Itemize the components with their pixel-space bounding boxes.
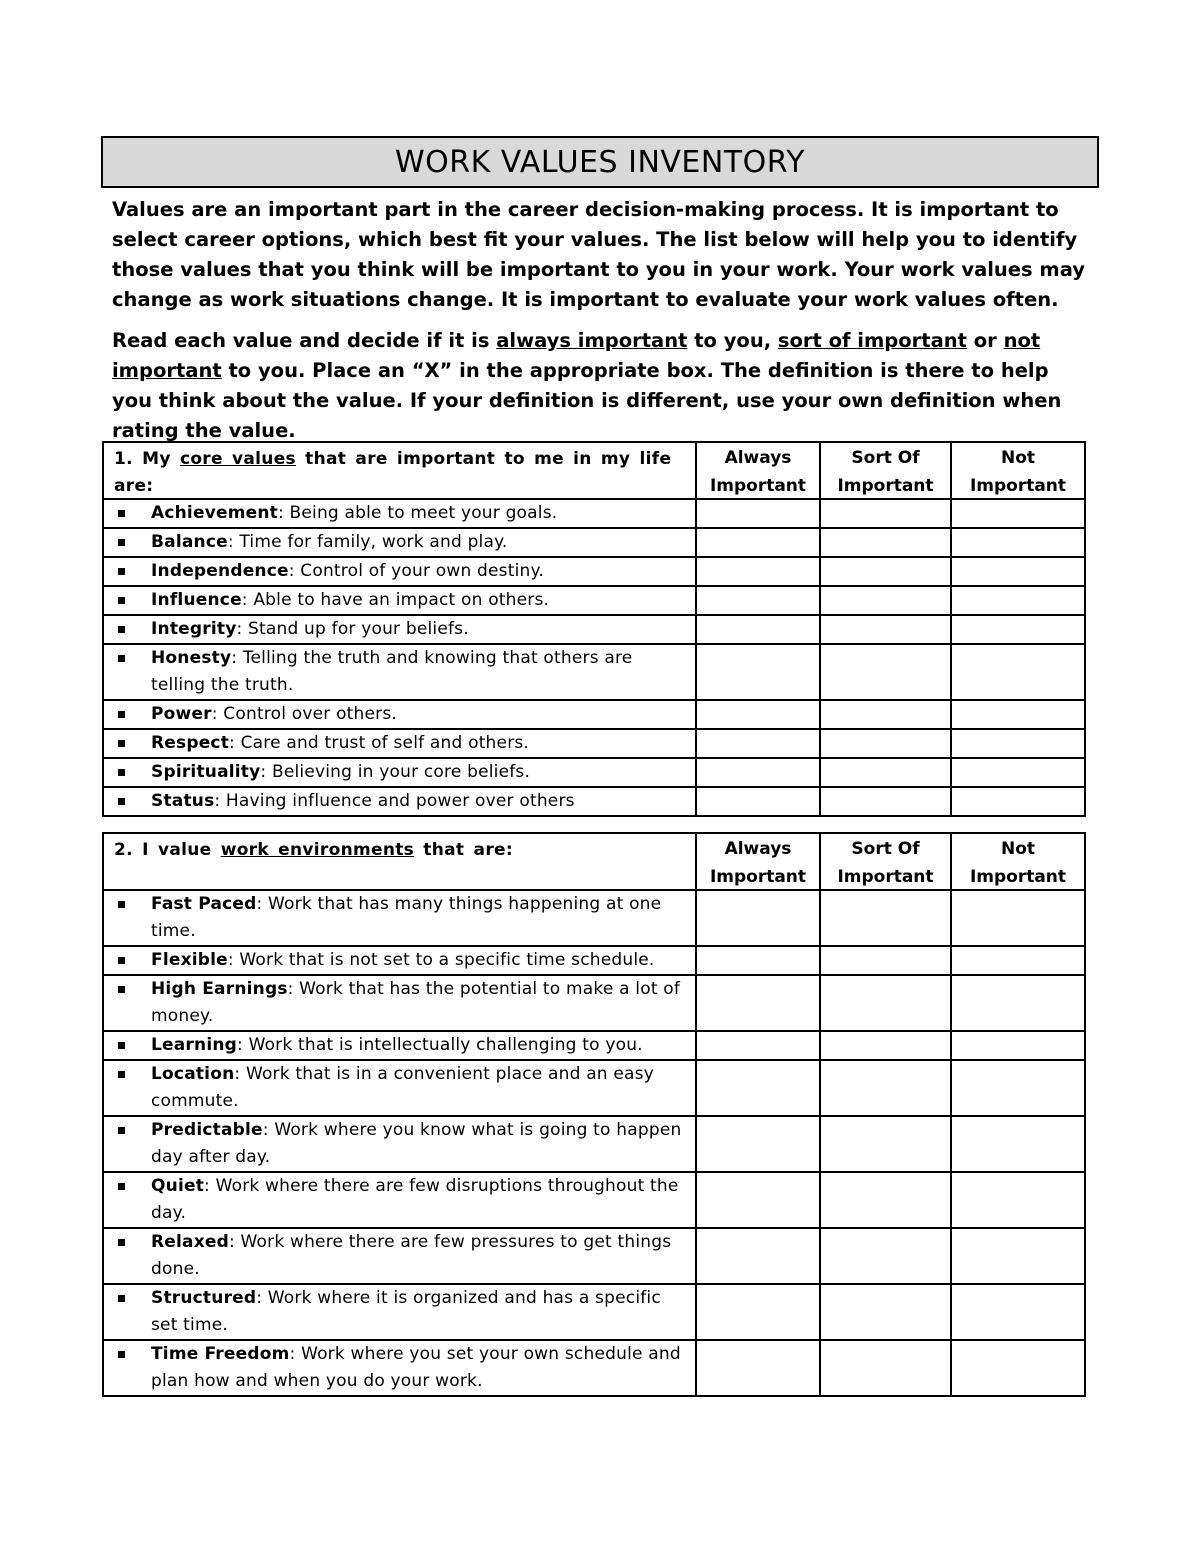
- always-important-box[interactable]: [696, 1284, 820, 1340]
- question-prefix: 1. My: [114, 449, 180, 469]
- list-item: [104, 500, 695, 527]
- value-definition: : Work that has the potential to make a lot of money.: [151, 979, 681, 1026]
- list-item: [104, 891, 695, 945]
- value-term: Learning: [151, 1035, 238, 1055]
- column-always-important: [696, 442, 820, 499]
- value-definition: : Stand up for your beliefs.: [236, 619, 469, 639]
- sort-of-important-box[interactable]: [820, 1116, 951, 1172]
- value-term: Predictable: [151, 1120, 263, 1140]
- table-header-row: [103, 442, 1085, 499]
- value-term: Time Freedom: [151, 1344, 290, 1364]
- list-item: [104, 1032, 695, 1059]
- list-item: [104, 788, 695, 815]
- not-important-box[interactable]: [951, 1284, 1085, 1340]
- table-header-row: [103, 833, 1085, 890]
- value-definition-cell: [103, 1116, 696, 1172]
- sort-of-important-box[interactable]: [820, 700, 951, 729]
- value-definition-cell: [103, 1284, 696, 1340]
- underlined-not-important: not important: [112, 329, 1041, 382]
- bullet-icon: [118, 1239, 125, 1246]
- not-important-box[interactable]: [951, 1172, 1085, 1228]
- bullet-icon: [118, 1183, 125, 1190]
- bullet-icon: [118, 1042, 125, 1049]
- value-definition-cell: [103, 975, 696, 1031]
- underlined-sort-of-important: sort of important: [777, 329, 967, 352]
- sort-of-important-box[interactable]: [820, 1340, 951, 1396]
- not-important-box[interactable]: [951, 946, 1085, 975]
- table-row: [103, 1284, 1085, 1340]
- column-label-line1: Always: [724, 448, 792, 468]
- value-definition: : Work where there are few disruptions throughout the day.: [151, 1176, 679, 1223]
- table-row: [103, 528, 1085, 557]
- bullet-icon: [118, 1295, 125, 1302]
- value-definition-cell: [103, 787, 696, 816]
- table-row: [103, 1060, 1085, 1116]
- column-label-line1: Always: [724, 839, 792, 859]
- table-row: [103, 975, 1085, 1031]
- bullet-icon: [118, 798, 125, 805]
- sort-of-important-box[interactable]: [820, 1031, 951, 1060]
- column-always-important: [696, 833, 820, 890]
- value-definition-cell: [103, 1060, 696, 1116]
- bullet-icon: [118, 957, 125, 964]
- value-term: Power: [151, 704, 212, 724]
- always-important-box[interactable]: [696, 1340, 820, 1396]
- value-definition-cell: [103, 1228, 696, 1284]
- bullet-icon: [118, 626, 125, 633]
- not-important-box[interactable]: [951, 700, 1085, 729]
- column-not-important: [951, 833, 1085, 890]
- section-question: [103, 833, 696, 890]
- core-values-table: [102, 441, 1086, 817]
- value-definition: : Control of your own destiny.: [288, 561, 544, 581]
- table-row: [103, 1172, 1085, 1228]
- bullet-icon: [118, 1351, 125, 1358]
- not-important-box[interactable]: [951, 975, 1085, 1031]
- value-definition: : Time for family, work and play.: [227, 532, 508, 552]
- value-definition: : Work that is not set to a specific time schedule.: [227, 950, 655, 970]
- value-definition: : Work that is in a convenient place and an easy commute.: [151, 1064, 654, 1111]
- sort-of-important-box[interactable]: [820, 499, 951, 528]
- always-important-box[interactable]: [696, 499, 820, 528]
- table-row: [103, 1228, 1085, 1284]
- list-item: [104, 1117, 695, 1171]
- value-term: Quiet: [151, 1176, 205, 1196]
- always-important-box[interactable]: [696, 586, 820, 615]
- column-label-line2: Important: [709, 476, 807, 496]
- section-question: [103, 442, 696, 499]
- value-term: Fast Paced: [151, 894, 257, 914]
- column-sort-of-important: [820, 833, 951, 890]
- not-important-box[interactable]: [951, 644, 1085, 700]
- value-definition-cell: [103, 946, 696, 975]
- value-definition-cell: [103, 644, 696, 700]
- sort-of-important-box[interactable]: [820, 787, 951, 816]
- sort-of-important-box[interactable]: [820, 557, 951, 586]
- always-important-box[interactable]: [696, 644, 820, 700]
- value-term: Status: [151, 791, 215, 811]
- table-row: [103, 729, 1085, 758]
- page-title: WORK VALUES INVENTORY: [101, 136, 1099, 188]
- question-suffix: that are important to me in my life are:: [114, 449, 672, 496]
- not-important-box[interactable]: [951, 729, 1085, 758]
- always-important-box[interactable]: [696, 729, 820, 758]
- not-important-box[interactable]: [951, 1340, 1085, 1396]
- bullet-icon: [118, 539, 125, 546]
- sort-of-important-box[interactable]: [820, 890, 951, 946]
- list-item: [104, 558, 695, 585]
- value-term: Independence: [151, 561, 289, 581]
- list-item: [104, 645, 695, 699]
- value-definition: : Believing in your core beliefs.: [260, 762, 531, 782]
- intro-text-2a: Read each value and decide if it is: [112, 329, 497, 352]
- bullet-icon: [118, 568, 125, 575]
- column-label-line2: Important: [969, 476, 1067, 496]
- value-term: Influence: [151, 590, 242, 610]
- always-important-box[interactable]: [696, 615, 820, 644]
- column-label-line1: Not: [1000, 448, 1036, 468]
- bullet-icon: [118, 740, 125, 747]
- value-definition: : Telling the truth and knowing that others are telling the truth.: [151, 648, 633, 695]
- sort-of-important-box[interactable]: [820, 946, 951, 975]
- sort-of-important-box[interactable]: [820, 729, 951, 758]
- value-definition-cell: [103, 1340, 696, 1396]
- bullet-icon: [118, 1127, 125, 1134]
- list-item: [104, 616, 695, 643]
- always-important-box[interactable]: [696, 787, 820, 816]
- value-definition: : Care and trust of self and others.: [229, 733, 530, 753]
- value-term: Location: [151, 1064, 235, 1084]
- column-not-important: [951, 442, 1085, 499]
- list-item: [104, 1173, 695, 1227]
- column-label-line2: Important: [969, 867, 1067, 887]
- value-definition: : Work where you know what is going to happen day after day.: [151, 1120, 682, 1167]
- sort-of-important-box[interactable]: [820, 975, 951, 1031]
- not-important-box[interactable]: [951, 890, 1085, 946]
- value-definition-cell: [103, 586, 696, 615]
- value-term: Respect: [151, 733, 230, 753]
- list-item: [104, 759, 695, 786]
- value-term: Integrity: [151, 619, 237, 639]
- list-item: [104, 587, 695, 614]
- table-row: [103, 1031, 1085, 1060]
- not-important-box[interactable]: [951, 557, 1085, 586]
- always-important-box[interactable]: [696, 1172, 820, 1228]
- intro-text-2c: or: [966, 329, 1004, 352]
- always-important-box[interactable]: [696, 890, 820, 946]
- column-label-line2: Important: [709, 867, 807, 887]
- list-item: [104, 976, 695, 1030]
- sort-of-important-box[interactable]: [820, 615, 951, 644]
- not-important-box[interactable]: [951, 615, 1085, 644]
- list-item: [104, 701, 695, 728]
- intro-text-2: [112, 326, 1087, 446]
- not-important-box[interactable]: [951, 758, 1085, 787]
- value-definition-cell: [103, 890, 696, 946]
- always-important-box[interactable]: [696, 557, 820, 586]
- list-item: [104, 1285, 695, 1339]
- value-definition-cell: [103, 499, 696, 528]
- value-term: Honesty: [151, 648, 232, 668]
- table-row: [103, 644, 1085, 700]
- sort-of-important-box[interactable]: [820, 758, 951, 787]
- table-row: [103, 787, 1085, 816]
- sort-of-important-box[interactable]: [820, 1060, 951, 1116]
- value-definition: : Being able to meet your goals.: [277, 503, 558, 523]
- value-definition: : Able to have an impact on others.: [241, 590, 550, 610]
- value-definition: : Work where you set your own schedule and plan how and when you do your work.: [151, 1344, 681, 1391]
- value-definition: : Work that is intellectually challenging to you.: [237, 1035, 643, 1055]
- value-definition-cell: [103, 700, 696, 729]
- bullet-icon: [118, 510, 125, 517]
- value-term: Structured: [151, 1288, 257, 1308]
- intro-paragraph-2: [112, 326, 1087, 446]
- table-row: [103, 557, 1085, 586]
- not-important-box[interactable]: [951, 1228, 1085, 1284]
- value-definition: : Work that has many things happening at one time.: [151, 894, 662, 941]
- intro-text-2b: to you,: [687, 329, 778, 352]
- table-row: [103, 946, 1085, 975]
- question-underlined: core values: [179, 449, 296, 469]
- question-underlined: work environments: [220, 840, 415, 860]
- always-important-box[interactable]: [696, 528, 820, 557]
- value-definition: : Work where there are few pressures to get things done.: [151, 1232, 672, 1279]
- not-important-box[interactable]: [951, 1116, 1085, 1172]
- always-important-box[interactable]: [696, 758, 820, 787]
- value-definition-cell: [103, 1031, 696, 1060]
- bullet-icon: [118, 711, 125, 718]
- list-item: [104, 529, 695, 556]
- not-important-box[interactable]: [951, 787, 1085, 816]
- list-item: [104, 1229, 695, 1283]
- list-item: [104, 1061, 695, 1115]
- value-definition-cell: [103, 758, 696, 787]
- sort-of-important-box[interactable]: [820, 1172, 951, 1228]
- bullet-icon: [118, 986, 125, 993]
- value-definition: : Control over others.: [211, 704, 398, 724]
- value-definition-cell: [103, 615, 696, 644]
- intro-paragraph-1: [112, 195, 1087, 315]
- sort-of-important-box[interactable]: [820, 1228, 951, 1284]
- always-important-box[interactable]: [696, 1228, 820, 1284]
- intro-text-1: Values are an important part in the career decision-making process. It is important to select career options, which best fit your values. The list below will help you to identify those values that you think will be important to you in your work. Your work values may change as work situations change. It is important to evaluate your work values often.: [112, 198, 1086, 311]
- column-label-line1: Sort Of: [851, 839, 920, 859]
- value-definition: : Work where it is organized and has a specific set time.: [151, 1288, 661, 1335]
- column-label-line2: Important: [837, 867, 934, 887]
- always-important-box[interactable]: [696, 946, 820, 975]
- question-prefix: 2. I value: [114, 840, 221, 860]
- value-term: Balance: [151, 532, 228, 552]
- sort-of-important-box[interactable]: [820, 586, 951, 615]
- table-row: [103, 615, 1085, 644]
- sort-of-important-box[interactable]: [820, 644, 951, 700]
- underlined-always-important: always important: [496, 329, 688, 352]
- value-definition: : Having influence and power over others: [214, 791, 575, 811]
- always-important-box[interactable]: [696, 700, 820, 729]
- table-row: [103, 758, 1085, 787]
- not-important-box[interactable]: [951, 1031, 1085, 1060]
- work-environments-table: [102, 832, 1086, 1397]
- value-definition-cell: [103, 528, 696, 557]
- always-important-box[interactable]: [696, 1116, 820, 1172]
- table-row: [103, 586, 1085, 615]
- question-suffix: that are:: [414, 840, 513, 860]
- bullet-icon: [118, 1071, 125, 1078]
- value-definition-cell: [103, 1172, 696, 1228]
- bullet-icon: [118, 655, 125, 662]
- bullet-icon: [118, 901, 125, 908]
- always-important-box[interactable]: [696, 1060, 820, 1116]
- not-important-box[interactable]: [951, 586, 1085, 615]
- table-row: [103, 1340, 1085, 1396]
- intro-text-2d: to you. Place an “X” in the appropriate box. The definition is there to help you think about the value. If your definition is different, use your own definition when rating the value.: [112, 359, 1062, 442]
- sort-of-important-box[interactable]: [820, 528, 951, 557]
- list-item: [104, 1341, 695, 1395]
- column-label-line1: Sort Of: [851, 448, 920, 468]
- not-important-box[interactable]: [951, 499, 1085, 528]
- table-row: [103, 700, 1085, 729]
- value-term: High Earnings: [151, 979, 288, 999]
- value-term: Relaxed: [151, 1232, 229, 1252]
- table-row: [103, 1116, 1085, 1172]
- column-sort-of-important: [820, 442, 951, 499]
- value-term: Achievement: [151, 503, 278, 523]
- value-term: Spirituality: [151, 762, 261, 782]
- bullet-icon: [118, 597, 125, 604]
- not-important-box[interactable]: [951, 528, 1085, 557]
- column-label-line1: Not: [1000, 839, 1036, 859]
- table-row: [103, 499, 1085, 528]
- value-definition-cell: [103, 557, 696, 586]
- column-label-line2: Important: [837, 476, 934, 496]
- table-row: [103, 890, 1085, 946]
- always-important-box[interactable]: [696, 1031, 820, 1060]
- list-item: [104, 947, 695, 974]
- bullet-icon: [118, 769, 125, 776]
- sort-of-important-box[interactable]: [820, 1284, 951, 1340]
- value-definition-cell: [103, 729, 696, 758]
- list-item: [104, 730, 695, 757]
- not-important-box[interactable]: [951, 1060, 1085, 1116]
- value-term: Flexible: [151, 950, 228, 970]
- always-important-box[interactable]: [696, 975, 820, 1031]
